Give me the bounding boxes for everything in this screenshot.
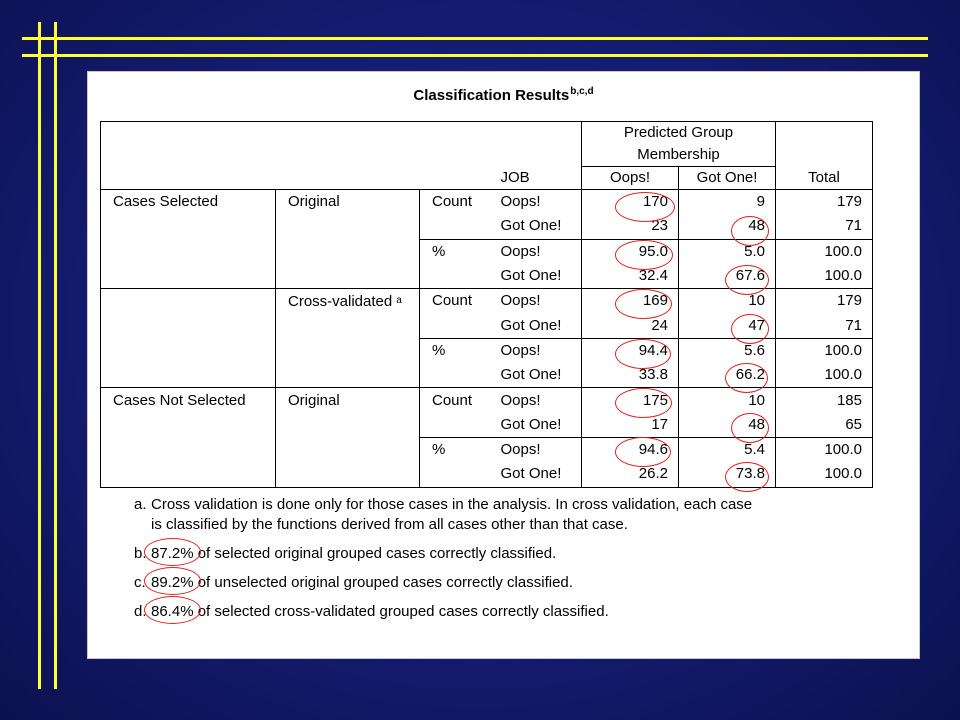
cell-oops: 17 xyxy=(582,413,679,438)
row-case-group: Cases Not Selected xyxy=(101,388,276,413)
row-analysis xyxy=(276,338,420,363)
footnote-c-label: c. xyxy=(134,574,146,591)
predicted-group-header-line2: Membership xyxy=(582,144,776,167)
footnote-d-text xyxy=(151,603,609,620)
row-analysis xyxy=(276,214,420,239)
cell-gotone: 47 xyxy=(679,313,776,338)
footnote-c-desc: of unselected original grouped cases correctly classified. xyxy=(197,574,573,591)
cell-total: 179 xyxy=(776,289,873,314)
title-footnote-refs: b,c,d xyxy=(570,86,594,97)
row-analysis: Original xyxy=(276,388,420,413)
highlight-circle xyxy=(144,596,201,624)
row-analysis xyxy=(276,462,420,487)
col-header-total: Total xyxy=(776,167,873,190)
row-analysis: Cross-validated $^a$ xyxy=(276,289,420,314)
row-analysis xyxy=(276,264,420,289)
footnote-a-line1: Cross validation is done only for those cases in the analysis. In cross validation, each case xyxy=(151,496,753,513)
row-measure: % xyxy=(420,437,489,462)
row-case-group xyxy=(101,338,276,363)
cell-oops: 24 xyxy=(582,313,679,338)
row-job: Got One! xyxy=(500,415,562,433)
row-measure xyxy=(420,413,489,438)
row-job: Oops! xyxy=(489,437,582,462)
cell-total: 100.0 xyxy=(776,264,873,289)
footnote-d-label: d. xyxy=(134,603,147,620)
footnote-b-text xyxy=(151,545,556,562)
job-header: JOB xyxy=(489,167,582,190)
row-analysis xyxy=(276,313,420,338)
row-measure: Count xyxy=(420,388,489,413)
footnote-ref-a: a xyxy=(396,294,402,306)
row-job: Oops! xyxy=(489,388,582,413)
row-job: Oops! xyxy=(489,190,582,215)
row-measure: Count xyxy=(420,190,489,215)
row-case-group xyxy=(101,214,276,239)
row-analysis xyxy=(276,363,420,388)
row-case-group xyxy=(101,462,276,487)
row-job: Oops! xyxy=(489,338,582,363)
footnote-c-text xyxy=(151,574,573,591)
footnote-d-pct: 86.4% xyxy=(151,603,194,620)
footnote-b-label: b. xyxy=(134,545,147,562)
rule-horizontal-bottom xyxy=(22,54,928,57)
highlight-circle xyxy=(725,462,769,492)
cell-total: 65 xyxy=(776,413,873,438)
row-measure: % xyxy=(420,239,489,264)
row-job: Got One! xyxy=(489,462,582,487)
cell-gotone: 10 xyxy=(679,289,776,314)
classification-results-panel xyxy=(87,71,920,659)
cell-oops: 33.8 xyxy=(582,363,679,388)
cell-oops: 94.4 xyxy=(582,338,679,363)
footnote-d-desc: of selected cross-validated grouped cases correctly classified. xyxy=(197,603,609,620)
row-case-group xyxy=(101,413,276,438)
table-row xyxy=(101,190,873,215)
footnote-b-desc: of selected original grouped cases correctly classified. xyxy=(197,545,557,562)
highlight-circle xyxy=(144,538,201,566)
row-measure: % xyxy=(420,338,489,363)
predicted-group-header-line1: Predicted Group xyxy=(582,122,776,145)
row-analysis xyxy=(276,413,420,438)
cell-oops: 94.6 xyxy=(582,437,679,462)
row-case-group xyxy=(101,363,276,388)
row-case-group xyxy=(101,264,276,289)
rule-vertical-right xyxy=(54,22,57,689)
cell-gotone: 48 xyxy=(679,214,776,239)
rule-vertical-left xyxy=(38,22,41,689)
row-case-group: Cases Selected xyxy=(101,190,276,215)
highlight-circle xyxy=(144,567,201,595)
cell-gotone: 5.0 xyxy=(679,239,776,264)
header-row-1 xyxy=(101,122,873,145)
row-measure xyxy=(420,214,489,239)
cell-oops: 170 xyxy=(582,190,679,215)
header-row-3 xyxy=(101,167,873,190)
row-analysis xyxy=(276,239,420,264)
row-job: Oops! xyxy=(489,289,582,314)
row-case-group xyxy=(101,289,276,314)
cell-total: 100.0 xyxy=(776,462,873,487)
footnote-a-line2: is classified by the functions derived from all cases other than that case. xyxy=(151,516,628,533)
highlight-circle xyxy=(615,339,671,369)
highlight-circle xyxy=(731,314,769,344)
table-title xyxy=(88,86,919,104)
title-text: Classification Results xyxy=(413,87,570,104)
cell-total: 71 xyxy=(776,214,873,239)
highlight-circle xyxy=(615,388,672,418)
highlight-circle xyxy=(725,265,769,295)
row-analysis: Original xyxy=(276,190,420,215)
highlight-circle xyxy=(615,240,673,270)
highlight-circle xyxy=(731,413,769,443)
rule-horizontal-top xyxy=(22,37,928,40)
row-job: Oops! xyxy=(489,239,582,264)
col-header-oops: Oops! xyxy=(582,167,679,190)
cell-gotone: 73.8 xyxy=(679,462,776,487)
cell-gotone: 9 xyxy=(679,190,776,215)
row-measure xyxy=(420,264,489,289)
row-case-group xyxy=(101,239,276,264)
cell-total: 185 xyxy=(776,388,873,413)
cell-total: 100.0 xyxy=(776,363,873,388)
row-case-group xyxy=(101,437,276,462)
row-job: Got One! xyxy=(500,267,562,285)
cell-total: 71 xyxy=(776,313,873,338)
cell-gotone: 67.6 xyxy=(679,264,776,289)
footnote-b-pct: 87.2% xyxy=(151,545,194,562)
row-job: Got One! xyxy=(500,316,562,334)
cell-gotone: 5.4 xyxy=(679,437,776,462)
highlight-circle xyxy=(725,363,768,393)
cell-total: 179 xyxy=(776,190,873,215)
cell-total: 100.0 xyxy=(776,338,873,363)
cell-total: 100.0 xyxy=(776,437,873,462)
table-row xyxy=(101,388,873,413)
row-analysis xyxy=(276,437,420,462)
row-measure xyxy=(420,363,489,388)
cell-oops: 32.4 xyxy=(582,264,679,289)
highlight-circle xyxy=(615,289,672,319)
cell-oops: 169 xyxy=(582,289,679,314)
highlight-circle xyxy=(615,437,671,467)
cell-oops: 23 xyxy=(582,214,679,239)
footnote-c-pct: 89.2% xyxy=(151,574,194,591)
row-case-group xyxy=(101,313,276,338)
cell-gotone: 48 xyxy=(679,413,776,438)
cell-gotone: 5.6 xyxy=(679,338,776,363)
highlight-circle xyxy=(615,192,675,222)
cell-oops: 26.2 xyxy=(582,462,679,487)
cell-gotone: 10 xyxy=(679,388,776,413)
cell-oops: 175 xyxy=(582,388,679,413)
row-measure xyxy=(420,462,489,487)
row-job: Got One! xyxy=(500,366,562,384)
col-header-gotone: Got One! xyxy=(679,167,776,190)
cell-gotone: 66.2 xyxy=(679,363,776,388)
row-measure: Count xyxy=(420,289,489,314)
row-job: Got One! xyxy=(500,217,562,235)
row-measure xyxy=(420,313,489,338)
footnote-a-label: a. xyxy=(134,496,147,513)
highlight-circle xyxy=(731,216,769,246)
cell-oops: 95.0 xyxy=(582,239,679,264)
cell-total: 100.0 xyxy=(776,239,873,264)
